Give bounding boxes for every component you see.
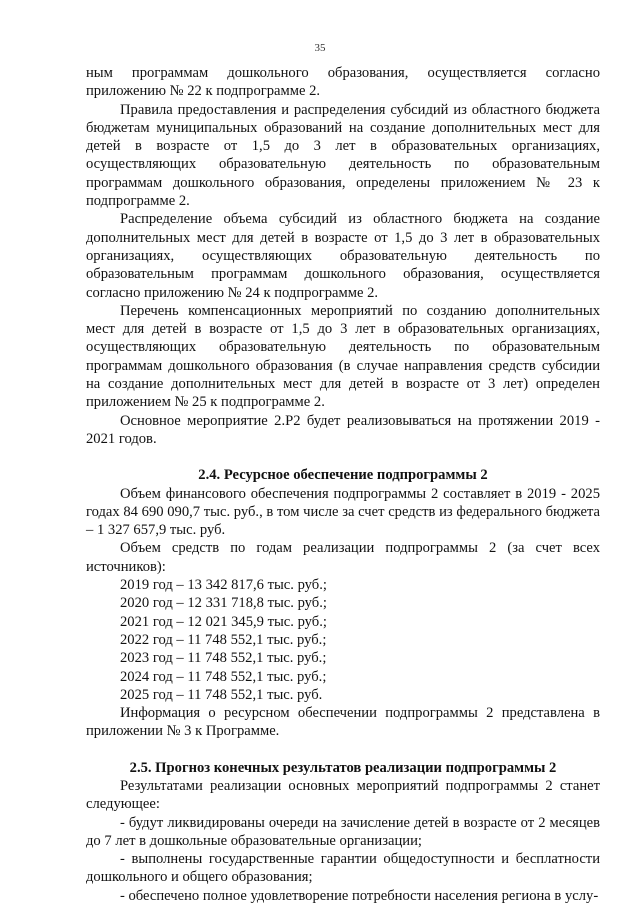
paragraph: Основное мероприятие 2.Р2 будет реализовываться на протяжении 2019 - 2021 годов. — [86, 412, 600, 447]
year-funding-line: 2019 год – 13 342 817,6 тыс. руб.; — [120, 577, 327, 594]
year-funding-line: 2020 год – 12 331 718,8 тыс. руб.; — [120, 595, 327, 612]
list-item: - будут ликвидированы очереди на зачисление детей в возрасте от 2 месяцев до 7 лет в дошкольные образовательные организации; — [86, 814, 600, 849]
year-funding-line: 2023 год – 11 748 552,1 тыс. руб.; — [120, 650, 327, 667]
document-body — [86, 64, 600, 905]
section-heading: 2.5. Прогноз конечных результатов реализации подпрограммы 2 — [129, 759, 557, 776]
paragraph: Правила предоставления и распределения субсидий из областного бюджета бюджетам муниципальных образований на создание дополнительных мест для детей в возрасте от 1,5 до 3 лет в образовательных организациях, осуществляющих образовательную деятельность по образовательным программам дошкольного образования, определены приложением № 23 к подпрограмме 2. — [86, 101, 600, 210]
paragraph: Объем средств по годам реализации подпрограммы 2 (за счет всех источников): — [86, 540, 600, 575]
section-results-forecast — [86, 759, 600, 905]
year-funding-line: 2024 год – 11 748 552,1 тыс. руб.; — [120, 668, 327, 685]
paragraph: Информация о ресурсном обеспечении подпрограммы 2 представлена в приложении № 3 к Программе. — [86, 705, 600, 740]
top-paragraphs — [86, 64, 600, 448]
page-number: 35 — [314, 42, 326, 54]
list-item: - обеспечено полное удовлетворение потребности населения региона в услу- — [120, 887, 599, 904]
funding-by-year-list — [86, 576, 600, 704]
year-funding-line: 2022 год – 11 748 552,1 тыс. руб.; — [120, 631, 327, 648]
paragraph: Результатами реализации основных мероприятий подпрограммы 2 станет следующее: — [86, 777, 600, 813]
paragraph: ным программам дошкольного образования, осуществляется согласно приложению № 22 к подпрограмме 2. — [86, 65, 600, 100]
paragraph: Перечень компенсационных мероприятий по созданию дополнительных мест для детей в возрасте от 1,5 до 3 лет в образовательных организациях, осуществляющих образовательную деятельность по образовательным программам дошкольного образования (в случае направления средств субсидии на создание дополнительных мест для детей в возрасте от 3 лет) определен приложением № 25 к подпрограмме 2. — [86, 302, 600, 411]
paragraph: Распределение объема субсидий из областного бюджета на создание дополнительных мест для детей в возрасте от 1,5 до 3 лет в образовательных организациях, осуществляющих образовательную деятельность по образовательным программам дошкольного образования, осуществляется согласно приложению № 24 к подпрограмме 2. — [86, 211, 600, 301]
section-heading: 2.4. Ресурсное обеспечение подпрограммы 2 — [198, 467, 488, 484]
paragraph: Объем финансового обеспечения подпрограммы 2 составляет в 2019 - 2025 годах 84 690 090,7 тыс. руб., в том числе за счет средств из федерального бюджета – 1 327 657,9 тыс. руб. — [86, 485, 600, 539]
section-resource-provision — [86, 466, 600, 740]
list-item: - выполнены государственные гарантии общедоступности и бесплатности дошкольного и общего образования; — [86, 851, 600, 886]
year-funding-line: 2025 год – 11 748 552,1 тыс. руб. — [120, 686, 323, 703]
year-funding-line: 2021 год – 12 021 345,9 тыс. руб.; — [120, 613, 327, 630]
